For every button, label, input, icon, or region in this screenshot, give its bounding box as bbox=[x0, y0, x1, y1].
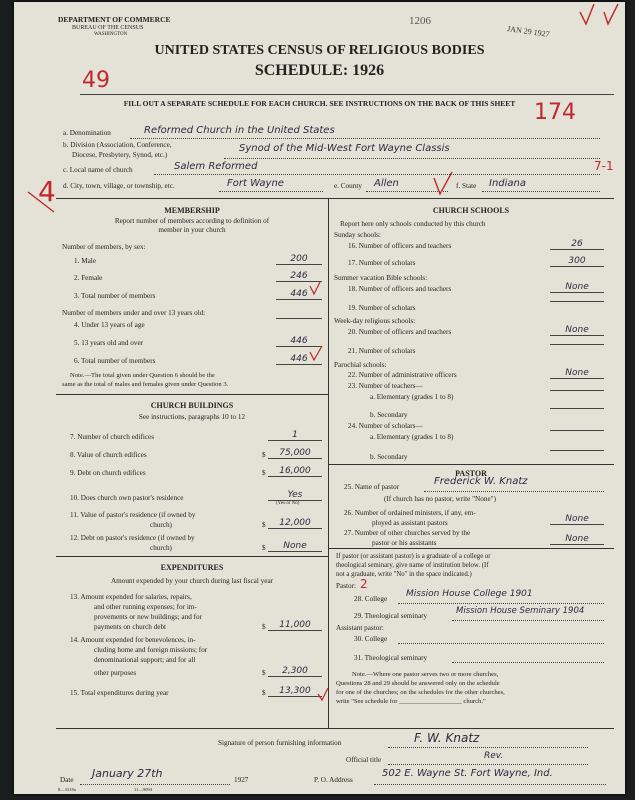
q9-label: 9. Debt on church edifices bbox=[70, 469, 146, 477]
q14-label-2: cluding home and foreign missions; for bbox=[94, 646, 208, 654]
schools-heading: CHURCH SCHOOLS bbox=[432, 206, 510, 215]
q6-label: 6. Total number of members bbox=[74, 357, 156, 365]
q28-label: 28. College bbox=[354, 595, 388, 603]
q7-label: 7. Number of church edifices bbox=[70, 433, 155, 441]
q10-residence-value: Yes bbox=[268, 490, 322, 501]
q22-label: 22. Number of administrative officers bbox=[348, 371, 457, 379]
q27-label: 27. Number of other churches served by the bbox=[344, 529, 471, 537]
by-sex-label: Number of members, by sex: bbox=[62, 243, 146, 251]
census-schedule-page: DEPARTMENT OF COMMERCE BUREAU OF THE CENSUS WASHINGTON 1206 JAN 29 1927 UNITED STATES CENSUS OF RELIGIOUS BODIES SCHEDULE: 1926 49 FILL OUT A SEPARATE SCHEDULE FOR EACH CHURCH. SEE INSTRUCTIONS ON THE BACK OF THIS SHEET 174 7-1 4 a. Denomination Reformed Church in the United States b. Division (Association, Conference, Diocese, Presbytery, Synod, etc.) Synod of the Mid-West Fort Wayne Classis c. Local name of church Salem Reformed d. City, town, village, or township, etc. Fort Wayne e. County Allen f. State Indiana MEMBERSHIP Report number of members according to definition of member in your church Number of members, by sex: 1. Male 200 2. Female 246 3. Total number of members 446 Number of members under and over 13 years old: 4. Under 13 years of age 5. 13 years old and over 446 6. Total number of members 446 Note.—The total given under Question 6 should be the same as the total of males and females given under Question 3. CHURCH BUILDINGS See instructions, paragraphs 10 to 12 7. Number of church edifices 1 8. Value of church edifices $ 75,000 9. Debt on church edifices $ 16,000 10. Does church own pastor's residence Yes (Yes or No) 11. Value of pastor's residence (if owned by church) $ 12,000 12. Debt on pastor's residence (if owned by church) $ None EXPENDITURES Amount expended by your church during last fiscal year 13. Amount expended for salaries, repairs, and other running expenses; for im- provements or new buildings; and for payments on church debt $ 11,000 14. Amount expended for benevolences, in- cluding home and foreign missions; for denominational support; and for all other purposes $ 2,300 15. Total expenditures during year $ 13,300 CHURCH SCHOOLS Report here only schools conducted by this church Sunday schools: 16. Number of officers and teachers 26 17. Number of scholars 300 Summer vacation Bible schools: 18. Number of officers and teachers None 19. Number of scholars Week-day religious schools: 20. Number of officers and teachers None 21. Number of scholars Parochial schools: 22. Number of administrative officers None 23. Number of teachers— a. Elementary (grades 1 to 8) b. Secondary 24. Number of scholars— a. Elementary (grades 1 to 8) b. Secondary PASTOR 25. Name of pastor Frederick W. Knatz (If church has no pastor, write "None") 26. Number of ordained ministers, if any, em- ployed as assistant pastors None 27. Number of other churches served by the pastor or his assistants None If pastor (or assistant pastor) is a graduate of a college or theological seminary, give name of institution below. (If not a graduate, write "No" in the space indicated.) Pastor: 2 28. College Mission House College 1901 29. Theological seminary Mission House Seminary 1904 Assistant pastor: 30. College 31. Theological seminary Note.—Where one pastor serves two or more churches, Questions 28 and 29 should be answered only on the schedule for one of the churches; on the schedules for the other churches, write "See schedule for ___________________ church." Signature of person furnishing information F. W. Knatz Official title Rev. Date January 27th 1927 P. O. Address 502 E. Wayne St. Fort Wayne, Ind. 8—3318a 11—9094 bbox=[14, 2, 625, 794]
q18-label: 18. Number of officers and teachers bbox=[348, 285, 452, 293]
q10-label: 10. Does church own pastor's residence bbox=[70, 494, 184, 502]
q12-label-2: church) bbox=[150, 544, 172, 552]
q2-label: 2. Female bbox=[74, 274, 103, 282]
local-name-label: c. Local name of church bbox=[63, 166, 133, 174]
graduate-note: If pastor (or assistant pastor) is a graduate of a college or bbox=[336, 553, 491, 560]
graduate-note-3: not a graduate, write "No" in the space indicated.) bbox=[336, 571, 472, 578]
schedule-number: 1206 bbox=[409, 15, 431, 27]
address-value: 502 E. Wayne St. Fort Wayne, Ind. bbox=[382, 768, 553, 779]
county-label: e. County bbox=[334, 182, 362, 190]
q24a-label: a. Elementary (grades 1 to 8) bbox=[370, 433, 454, 441]
q25-label: 25. Name of pastor bbox=[344, 483, 400, 491]
graduate-note-2: theological seminary, give name of institution below. (If bbox=[336, 562, 489, 569]
q15-value: 13,300 bbox=[268, 686, 322, 697]
q26-label: 26. Number of ordained ministers, if any, em- bbox=[344, 509, 476, 517]
red-annotation-pastor: 2 bbox=[360, 577, 368, 591]
q20-label: 20. Number of officers and teachers bbox=[348, 328, 452, 336]
q17-label: 17. Number of scholars bbox=[348, 259, 416, 267]
state-label: f. State bbox=[456, 182, 477, 190]
q13-label-2: and other running expenses; for im- bbox=[94, 603, 197, 611]
q30-label: 30. College bbox=[354, 635, 388, 643]
pastor-note-4: write "See schedule for ___________________ church." bbox=[336, 698, 486, 705]
q14-label-4: other purposes bbox=[94, 669, 137, 677]
address-label: P. O. Address bbox=[314, 776, 353, 784]
q24-label: 24. Number of scholars— bbox=[348, 422, 423, 430]
q22-value: None bbox=[550, 368, 604, 379]
instruction-line: FILL OUT A SEPARATE SCHEDULE FOR EACH CHURCH. SEE INSTRUCTIONS ON THE BACK OF THIS SHEET bbox=[123, 99, 516, 108]
membership-intro-2: member in your church bbox=[158, 226, 226, 234]
division-label: b. Division (Association, Conference, bbox=[63, 141, 172, 149]
red-check-marks bbox=[14, 2, 625, 794]
q11-label-2: church) bbox=[150, 521, 172, 529]
q8-value-edifices: 75,000 bbox=[268, 448, 322, 459]
q7-edifices-value: 1 bbox=[268, 430, 322, 441]
q11-label: 11. Value of pastor's residence (if owned by bbox=[70, 511, 196, 519]
date-label: Date bbox=[60, 776, 74, 784]
q24b-label: b. Secondary bbox=[370, 453, 408, 461]
membership-heading: MEMBERSHIP bbox=[164, 206, 220, 215]
membership-note: Note.—The total given under Question 6 should be the bbox=[70, 372, 215, 379]
q3-label: 3. Total number of members bbox=[74, 292, 156, 300]
q4-label: 4. Under 13 years of age bbox=[74, 321, 145, 329]
q23b-label: b. Secondary bbox=[370, 411, 408, 419]
q31-label: 31. Theological seminary bbox=[354, 654, 428, 662]
pastor-heading: PASTOR bbox=[455, 469, 487, 478]
red-annotation-top: 49 bbox=[82, 68, 110, 93]
pastor-note-2: Questions 28 and 29 should be answered only on the schedule bbox=[336, 680, 500, 687]
bureau-label: BUREAU OF THE CENSUS bbox=[72, 25, 144, 31]
buildings-sub: See instructions, paragraphs 10 to 12 bbox=[138, 413, 246, 421]
weekday-label: Week-day religious schools: bbox=[334, 317, 416, 325]
q9-debt-value: 16,000 bbox=[268, 466, 322, 477]
pastor-note: Note.—Where one pastor serves two or more churches, bbox=[352, 671, 499, 678]
city-field-value: Fort Wayne bbox=[227, 178, 284, 189]
signature-value: F. W. Knatz bbox=[414, 731, 480, 745]
local-name-value: Salem Reformed bbox=[174, 161, 258, 172]
assistant-label: Assistant pastor: bbox=[336, 624, 384, 632]
q25-pastor-name: Frederick W. Knatz bbox=[434, 476, 528, 487]
buildings-heading: CHURCH BUILDINGS bbox=[150, 401, 234, 410]
q6-total-value: 446 bbox=[276, 354, 322, 365]
q26-label-2: ployed as assistant pastors bbox=[372, 519, 448, 527]
pastor-note-3: for one of the churches; on the schedules for the other churches, bbox=[336, 689, 505, 696]
city-field-label: d. City, town, village, or township, etc. bbox=[63, 182, 175, 190]
q26-value: None bbox=[550, 514, 604, 525]
q20-value: None bbox=[550, 325, 604, 336]
membership-intro: Report number of members according to definition of bbox=[114, 217, 270, 225]
q13-label-3: provements or new buildings; and for bbox=[94, 613, 202, 621]
q25-note: (If church has no pastor, write "None") bbox=[384, 495, 496, 503]
q18-value: None bbox=[550, 282, 604, 293]
q23-label: 23. Number of teachers— bbox=[348, 382, 423, 390]
q14-value: 2,300 bbox=[268, 666, 322, 677]
date-value: January 27th bbox=[92, 767, 163, 780]
membership-note-2: same as the total of males and females given under Question 3. bbox=[62, 381, 229, 388]
form-number: 8—3318a bbox=[58, 787, 76, 792]
red-annotation-left: 4 bbox=[38, 175, 56, 208]
q21-label: 21. Number of scholars bbox=[348, 347, 416, 355]
schools-sub: Report here only schools conducted by this church bbox=[340, 220, 486, 228]
q23a-label: a. Elementary (grades 1 to 8) bbox=[370, 393, 454, 401]
q15-label: 15. Total expenditures during year bbox=[70, 689, 169, 697]
q5-label: 5. 13 years old and over bbox=[74, 339, 144, 347]
city-label: WASHINGTON bbox=[94, 32, 128, 37]
q27-value: None bbox=[550, 534, 604, 545]
sunday-label: Sunday schools: bbox=[334, 231, 381, 239]
q11-value: 12,000 bbox=[268, 518, 322, 529]
division-value: Synod of the Mid-West Fort Wayne Classis bbox=[239, 143, 450, 154]
official-title-value: Rev. bbox=[484, 751, 504, 761]
q29-seminary-value: Mission House Seminary 1904 bbox=[456, 606, 585, 616]
year-value: 1927 bbox=[234, 776, 249, 784]
state-value: Indiana bbox=[489, 178, 527, 189]
form-title: UNITED STATES CENSUS OF RELIGIOUS BODIES bbox=[154, 43, 485, 58]
q28-college-value: Mission House College 1901 bbox=[406, 589, 533, 599]
q27-label-2: pastor or his assistants bbox=[372, 539, 437, 547]
q17-value: 300 bbox=[550, 256, 604, 267]
signature-label: Signature of person furnishing information bbox=[218, 739, 342, 747]
q1-label: 1. Male bbox=[74, 257, 96, 265]
expenditures-heading: EXPENDITURES bbox=[160, 563, 224, 572]
schedule-title: SCHEDULE: 1926 bbox=[254, 62, 385, 79]
denomination-value: Reformed Church in the United States bbox=[144, 125, 335, 136]
q16-value: 26 bbox=[550, 239, 604, 250]
q12-value: None bbox=[268, 541, 322, 552]
division-label-2: Diocese, Presbytery, Synod, etc.) bbox=[72, 151, 168, 159]
q13-label-4: payments on church debt bbox=[94, 623, 167, 631]
pastor-sub-label: Pastor: bbox=[336, 582, 356, 590]
q2-female-value: 246 bbox=[276, 271, 322, 282]
yes-no-hint: (Yes or No) bbox=[276, 501, 300, 506]
q14-label: 14. Amount expended for benevolences, in- bbox=[70, 636, 196, 644]
q5-over13-value: 446 bbox=[276, 336, 322, 347]
red-annotation-right: 174 bbox=[534, 100, 576, 125]
q12-label: 12. Debt on pastor's residence (if owned by bbox=[70, 534, 195, 542]
department-label: DEPARTMENT OF COMMERCE bbox=[58, 15, 171, 24]
q1-male-value: 200 bbox=[276, 254, 322, 265]
q19-label: 19. Number of scholars bbox=[348, 304, 416, 312]
summer-label: Summer vacation Bible schools: bbox=[334, 274, 428, 282]
print-number: 11—9094 bbox=[134, 787, 152, 792]
q29-label: 29. Theological seminary bbox=[354, 612, 428, 620]
parochial-label: Parochial schools: bbox=[334, 361, 387, 369]
q13-value: 11,000 bbox=[268, 620, 322, 631]
age-label: Number of members under and over 13 years old: bbox=[62, 309, 206, 317]
received-stamp: JAN 29 1927 bbox=[506, 24, 551, 39]
q8-label: 8. Value of church edifices bbox=[70, 451, 147, 459]
red-annotation-sub: 7-1 bbox=[594, 159, 614, 173]
q16-label: 16. Number of officers and teachers bbox=[348, 242, 452, 250]
q13-label: 13. Amount expended for salaries, repairs, bbox=[70, 593, 192, 601]
expenditures-sub: Amount expended by your church during last fiscal year bbox=[110, 577, 274, 585]
q14-label-3: denominational support; and for all bbox=[94, 656, 196, 664]
official-title-label: Official title bbox=[346, 756, 382, 764]
q3-total-value: 446 bbox=[276, 289, 322, 300]
denomination-label: a. Denomination bbox=[63, 129, 111, 137]
county-value: Allen bbox=[374, 178, 399, 189]
